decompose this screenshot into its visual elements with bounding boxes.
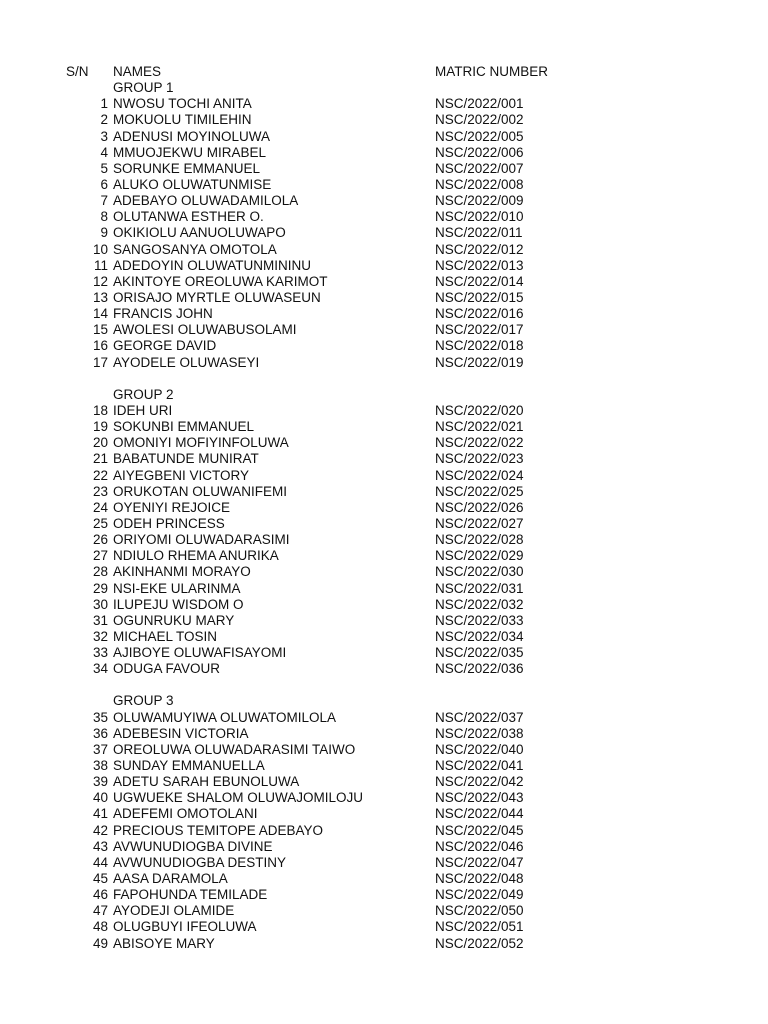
serial-number: 34: [92, 661, 108, 677]
matric-number: NSC/2022/015: [435, 289, 524, 305]
matric-number: NSC/2022/048: [435, 871, 524, 887]
serial-number: 20: [92, 435, 108, 451]
matric-number: NSC/2022/052: [435, 935, 524, 951]
student-name: ILUPEJU WISDOM O: [113, 596, 244, 612]
serial-number: 42: [92, 822, 108, 838]
serial-number: 36: [92, 725, 108, 741]
student-row: [0, 516, 768, 532]
matric-number: NSC/2022/023: [435, 451, 524, 467]
student-row: [0, 500, 768, 516]
matric-number: NSC/2022/034: [435, 628, 524, 644]
matric-number: NSC/2022/012: [435, 241, 524, 257]
student-row: [0, 258, 768, 274]
serial-number: 8: [100, 209, 108, 225]
matric-number: NSC/2022/014: [435, 273, 524, 289]
serial-number: 18: [92, 402, 108, 418]
group-spacer: [0, 677, 768, 693]
matric-number: NSC/2022/013: [435, 257, 524, 273]
matric-number: NSC/2022/002: [435, 112, 524, 128]
matric-number: NSC/2022/043: [435, 790, 524, 806]
student-name: AVWUNUDIOGBA DIVINE: [113, 838, 273, 854]
serial-number: 12: [92, 273, 108, 289]
student-row: [0, 629, 768, 645]
student-name: AKINHANMI MORAYO: [113, 564, 251, 580]
student-row: [0, 225, 768, 241]
student-row: [0, 742, 768, 758]
serial-number: 14: [92, 306, 108, 322]
student-name: UGWUEKE SHALOM OLUWAJOMILOJU: [113, 790, 364, 806]
serial-number: 17: [92, 354, 108, 370]
serial-number: 32: [92, 628, 108, 644]
student-name: AJIBOYE OLUWAFISAYOMI: [113, 645, 287, 661]
group-spacer: [0, 371, 768, 387]
matric-number: NSC/2022/051: [435, 919, 524, 935]
student-row: [0, 790, 768, 806]
matric-number: NSC/2022/021: [435, 419, 524, 435]
student-row: [0, 855, 768, 871]
student-name: OKIKIOLU AANUOLUWAPO: [113, 225, 286, 241]
matric-number: NSC/2022/010: [435, 209, 524, 225]
student-name: ORISAJO MYRTLE OLUWASEUN: [113, 289, 321, 305]
student-name: OLUGBUYI IFEOLUWA: [113, 919, 257, 935]
matric-number: NSC/2022/032: [435, 596, 524, 612]
student-name: AASA DARAMOLA: [113, 871, 228, 887]
matric-number: NSC/2022/029: [435, 548, 524, 564]
serial-number: 43: [92, 838, 108, 854]
student-name: GEORGE DAVID: [113, 338, 217, 354]
matric-number: NSC/2022/001: [435, 96, 524, 112]
matric-number: NSC/2022/046: [435, 838, 524, 854]
student-row: [0, 193, 768, 209]
group-title-row: [0, 387, 768, 403]
matric-number: NSC/2022/026: [435, 499, 524, 515]
student-name: MMUOJEKWU MIRABEL: [113, 144, 267, 160]
student-row: [0, 177, 768, 193]
student-name: ADEDOYIN OLUWATUNMININU: [113, 257, 312, 273]
matric-number: NSC/2022/037: [435, 709, 524, 725]
serial-number: 35: [92, 709, 108, 725]
student-name: PRECIOUS TEMITOPE ADEBAYO: [113, 822, 324, 838]
serial-number: 44: [92, 854, 108, 870]
group-title: GROUP 3: [113, 693, 174, 709]
student-name: AIYEGBENI VICTORY: [113, 467, 250, 483]
matric-number: NSC/2022/030: [435, 564, 524, 580]
student-name: SUNDAY EMMANUELLA: [113, 758, 265, 774]
serial-number: 41: [92, 806, 108, 822]
student-name: ADENUSI MOYINOLUWA: [113, 128, 271, 144]
matric-number: NSC/2022/022: [435, 435, 524, 451]
student-name: FRANCIS JOHN: [113, 306, 213, 322]
student-name: AKINTOYE OREOLUWA KARIMOT: [113, 273, 328, 289]
student-name: ADEBAYO OLUWADAMILOLA: [113, 193, 299, 209]
student-name: MOKUOLU TIMILEHIN: [113, 112, 252, 128]
serial-number: 4: [100, 144, 108, 160]
student-row: [0, 936, 768, 952]
student-row: [0, 581, 768, 597]
student-row: [0, 322, 768, 338]
student-row: [0, 726, 768, 742]
matric-number: NSC/2022/049: [435, 887, 524, 903]
student-row: [0, 532, 768, 548]
serial-number: 33: [92, 645, 108, 661]
student-name: OREOLUWA OLUWADARASIMI TAIWO: [113, 741, 356, 757]
serial-number: 30: [92, 596, 108, 612]
student-name: FAPOHUNDA TEMILADE: [113, 887, 268, 903]
student-name: ODUGA FAVOUR: [113, 661, 221, 677]
serial-number: 16: [92, 338, 108, 354]
matric-number: NSC/2022/007: [435, 160, 524, 176]
student-name: OLUWAMUYIWA OLUWATOMILOLA: [113, 709, 337, 725]
student-name: AVWUNUDIOGBA DESTINY: [113, 854, 287, 870]
student-row: [0, 613, 768, 629]
student-list: [0, 64, 768, 952]
matric-number: NSC/2022/027: [435, 515, 524, 531]
student-row: [0, 597, 768, 613]
student-row: [0, 435, 768, 451]
student-name: ORIYOMI OLUWADARASIMI: [113, 532, 290, 548]
student-row: [0, 209, 768, 225]
student-name: NWOSU TOCHI ANITA: [113, 96, 252, 112]
student-row: [0, 419, 768, 435]
matric-number: NSC/2022/011: [435, 225, 523, 241]
student-row: [0, 112, 768, 128]
student-row: [0, 710, 768, 726]
student-name: ALUKO OLUWATUNMISE: [113, 176, 272, 192]
matric-number: NSC/2022/016: [435, 306, 524, 322]
student-row: [0, 903, 768, 919]
student-name: OYENIYI REJOICE: [113, 499, 231, 515]
matric-number: NSC/2022/008: [435, 176, 524, 192]
group-title-row: [0, 80, 768, 96]
serial-number: 26: [92, 532, 108, 548]
student-name: SOKUNBI EMMANUEL: [113, 419, 255, 435]
student-row: [0, 306, 768, 322]
student-row: [0, 661, 768, 677]
serial-number: 7: [100, 193, 108, 209]
student-name: NSI-EKE ULARINMA: [113, 580, 241, 596]
student-row: [0, 468, 768, 484]
serial-number: 13: [92, 289, 108, 305]
matric-number: NSC/2022/042: [435, 774, 524, 790]
student-name: SORUNKE EMMANUEL: [113, 160, 261, 176]
student-row: [0, 774, 768, 790]
serial-number: 29: [92, 580, 108, 596]
serial-number: 24: [92, 499, 108, 515]
names-column-header: NAMES: [113, 64, 162, 79]
student-name: ODEH PRINCESS: [113, 515, 225, 531]
serial-number: 46: [92, 887, 108, 903]
student-row: [0, 645, 768, 661]
student-row: [0, 161, 768, 177]
serial-number: 37: [92, 741, 108, 757]
serial-number: 39: [92, 774, 108, 790]
student-row: [0, 274, 768, 290]
student-row: [0, 451, 768, 467]
student-name: ADEBESIN VICTORIA: [113, 725, 249, 741]
header-row: [0, 64, 768, 80]
student-row: [0, 96, 768, 112]
matric-number: NSC/2022/036: [435, 661, 524, 677]
student-name: SANGOSANYA OMOTOLA: [113, 241, 277, 257]
matric-number: NSC/2022/031: [435, 580, 524, 596]
matric-column-header: MATRIC NUMBER: [435, 64, 548, 79]
student-row: [0, 290, 768, 306]
student-name: OMONIYI MOFIYINFOLUWA: [113, 435, 289, 451]
matric-number: NSC/2022/038: [435, 725, 524, 741]
student-name: NDIULO RHEMA ANURIKA: [113, 548, 279, 564]
serial-number: 3: [100, 128, 108, 144]
student-row: [0, 758, 768, 774]
matric-number: NSC/2022/040: [435, 741, 524, 757]
matric-number: NSC/2022/041: [435, 758, 524, 774]
serial-number: 27: [92, 548, 108, 564]
student-row: [0, 129, 768, 145]
serial-number: 47: [92, 903, 108, 919]
matric-number: NSC/2022/045: [435, 822, 524, 838]
serial-number: 22: [92, 467, 108, 483]
student-row: [0, 839, 768, 855]
student-row: [0, 548, 768, 564]
group-title: GROUP 1: [113, 80, 174, 96]
matric-number: NSC/2022/024: [435, 467, 524, 483]
serial-number: 15: [92, 322, 108, 338]
serial-number: 25: [92, 515, 108, 531]
serial-number: 38: [92, 758, 108, 774]
student-name: AWOLESI OLUWABUSOLAMI: [113, 322, 297, 338]
serial-number: 23: [92, 483, 108, 499]
serial-number: 11: [93, 257, 108, 273]
matric-number: NSC/2022/050: [435, 903, 524, 919]
student-row: [0, 355, 768, 371]
student-name: ORUKOTAN OLUWANIFEMI: [113, 483, 288, 499]
student-row: [0, 823, 768, 839]
serial-number: 49: [92, 935, 108, 951]
student-name: AYODELE OLUWASEYI: [113, 354, 260, 370]
student-name: OLUTANWA ESTHER O.: [113, 209, 264, 225]
group-container: [0, 80, 768, 952]
student-name: BABATUNDE MUNIRAT: [113, 451, 259, 467]
serial-number: 5: [100, 160, 108, 176]
student-name: MICHAEL TOSIN: [113, 628, 218, 644]
serial-number: 19: [92, 419, 108, 435]
student-row: [0, 871, 768, 887]
student-row: [0, 145, 768, 161]
group-title: GROUP 2: [113, 386, 174, 402]
serial-number: 2: [100, 112, 108, 128]
serial-number: 6: [100, 176, 108, 192]
student-row: [0, 887, 768, 903]
serial-number: 48: [92, 919, 108, 935]
sn-column-header: S/N: [66, 64, 89, 79]
student-row: [0, 564, 768, 580]
matric-number: NSC/2022/018: [435, 338, 524, 354]
matric-number: NSC/2022/044: [435, 806, 524, 822]
student-row: [0, 919, 768, 935]
matric-number: NSC/2022/006: [435, 144, 524, 160]
matric-number: NSC/2022/017: [435, 322, 524, 338]
matric-number: NSC/2022/035: [435, 645, 524, 661]
matric-number: NSC/2022/009: [435, 193, 524, 209]
matric-number: NSC/2022/047: [435, 854, 524, 870]
matric-number: NSC/2022/005: [435, 128, 524, 144]
group-title-row: [0, 693, 768, 709]
serial-number: 40: [92, 790, 108, 806]
serial-number: 21: [92, 451, 108, 467]
student-name: AYODEJI OLAMIDE: [113, 903, 235, 919]
student-name: ADEFEMI OMOTOLANI: [113, 806, 258, 822]
matric-number: NSC/2022/025: [435, 483, 524, 499]
student-row: [0, 242, 768, 258]
student-row: [0, 484, 768, 500]
student-name: IDEH URI: [113, 402, 173, 418]
student-row: [0, 338, 768, 354]
student-name: ABISOYE MARY: [113, 935, 215, 951]
serial-number: 31: [92, 612, 108, 628]
student-row: [0, 403, 768, 419]
serial-number: 10: [92, 241, 108, 257]
serial-number: 9: [100, 225, 108, 241]
serial-number: 45: [92, 871, 108, 887]
student-name: OGUNRUKU MARY: [113, 612, 235, 628]
serial-number: 1: [100, 96, 108, 112]
matric-number: NSC/2022/019: [435, 354, 524, 370]
student-name: ADETU SARAH EBUNOLUWA: [113, 774, 300, 790]
matric-number: NSC/2022/028: [435, 532, 524, 548]
matric-number: NSC/2022/020: [435, 402, 524, 418]
matric-number: NSC/2022/033: [435, 612, 524, 628]
serial-number: 28: [92, 564, 108, 580]
student-row: [0, 806, 768, 822]
